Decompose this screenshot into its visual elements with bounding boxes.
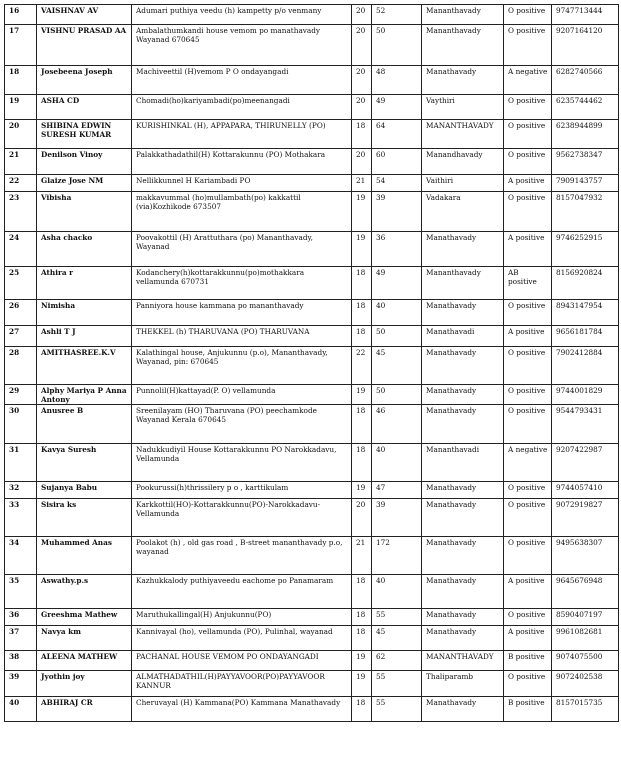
- donor-weight: 40: [372, 300, 422, 326]
- donor-name: Denilson Vinoy: [37, 149, 132, 175]
- donor-age: 20: [352, 25, 372, 66]
- row-number: 17: [5, 25, 37, 66]
- donor-weight: 50: [372, 326, 422, 347]
- donor-age: 18: [352, 120, 372, 149]
- donor-name: ALEENA MATHEW: [37, 651, 132, 671]
- donor-name: Asha chacko: [37, 232, 132, 267]
- donor-address: Pookurussi(h)thrissilery p o , karttikulam: [132, 482, 352, 499]
- blood-group: O positive: [504, 499, 552, 537]
- donor-name: Sisira ks: [37, 499, 132, 537]
- donor-name: Alphy Mariya P Anna Antony: [37, 385, 132, 405]
- table-row: [5, 537, 619, 575]
- phone-number: 9207164120: [552, 25, 619, 66]
- blood-group: B positive: [504, 651, 552, 671]
- donor-place: Mananthavady: [422, 25, 504, 66]
- blood-group: AB positive: [504, 267, 552, 300]
- donor-address: KURISHINKAL (H), APPAPARA, THIRUNELLY (PO): [132, 120, 352, 149]
- donor-age: 20: [352, 66, 372, 95]
- table-row: [5, 444, 619, 482]
- donor-weight: 64: [372, 120, 422, 149]
- blood-group: A negative: [504, 444, 552, 482]
- donor-weight: 39: [372, 192, 422, 232]
- donor-weight: 55: [372, 697, 422, 722]
- phone-number: 9656181784: [552, 326, 619, 347]
- row-number: 30: [5, 405, 37, 444]
- donor-place: Manathavady: [422, 697, 504, 722]
- donor-name: SHIBINA EDWIN SURESH KUMAR: [37, 120, 132, 149]
- blood-group: A positive: [504, 326, 552, 347]
- blood-group: A negative: [504, 66, 552, 95]
- donor-address: ALMATHADATHIL(H)PAYYAVOOR(PO)PAYYAVOOR KANNUR: [132, 671, 352, 697]
- donor-name: Nimisha: [37, 300, 132, 326]
- donor-name: VAISHNAV AV: [37, 5, 132, 25]
- phone-number: 9747713444: [552, 5, 619, 25]
- phone-number: 8156920824: [552, 267, 619, 300]
- donor-name: Ashli T J: [37, 326, 132, 347]
- blood-group: O positive: [504, 120, 552, 149]
- donor-place: Manathavady: [422, 66, 504, 95]
- donor-address: THEKKEL (h) THARUVANA (PO) THARUVANA: [132, 326, 352, 347]
- donor-address: Kannivayal (ho), vellamunda (PO), Pulinhal, wayanad: [132, 626, 352, 651]
- table-row: [5, 267, 619, 300]
- phone-number: 6235744462: [552, 95, 619, 120]
- blood-group: O positive: [504, 405, 552, 444]
- donor-name: ASHA CD: [37, 95, 132, 120]
- donor-address: Nadukkudiyil House Kottarakkunnu PO Narokkadavu, Vellamunda: [132, 444, 352, 482]
- phone-number: 8590407197: [552, 609, 619, 626]
- donor-place: Manathavady: [422, 499, 504, 537]
- donor-place: Thaliparamb: [422, 671, 504, 697]
- donor-address: Punnolil(H)kattayad(P. O) vellamunda: [132, 385, 352, 405]
- donor-age: 19: [352, 482, 372, 499]
- donor-age: 21: [352, 175, 372, 192]
- donor-weight: 55: [372, 671, 422, 697]
- donor-place: Manathavady: [422, 232, 504, 267]
- phone-number: 9495638307: [552, 537, 619, 575]
- donor-place: MANANTHAVADY: [422, 120, 504, 149]
- donor-weight: 49: [372, 95, 422, 120]
- row-number: 40: [5, 697, 37, 722]
- row-number: 16: [5, 5, 37, 25]
- phone-number: 8157047932: [552, 192, 619, 232]
- blood-group: A positive: [504, 232, 552, 267]
- donor-weight: 40: [372, 575, 422, 609]
- donor-age: 18: [352, 405, 372, 444]
- row-number: 25: [5, 267, 37, 300]
- donor-address: Kazhukkalody puthiyaveedu eachome po Panamaram: [132, 575, 352, 609]
- blood-group: O positive: [504, 347, 552, 385]
- phone-number: 9562738347: [552, 149, 619, 175]
- donor-weight: 39: [372, 499, 422, 537]
- donor-place: Manathavady: [422, 300, 504, 326]
- table-row: [5, 95, 619, 120]
- donor-address: Adumari puthiya veedu (h) kampetty p/o venmany: [132, 5, 352, 25]
- donor-address: Maruthukallingal(H) Anjukunnu(PO): [132, 609, 352, 626]
- donor-weight: 36: [372, 232, 422, 267]
- table-row: [5, 25, 619, 66]
- table-row: [5, 385, 619, 405]
- donor-weight: 47: [372, 482, 422, 499]
- donor-place: Manathavady: [422, 347, 504, 385]
- donor-weight: 45: [372, 347, 422, 385]
- row-number: 29: [5, 385, 37, 405]
- row-number: 34: [5, 537, 37, 575]
- donor-age: 19: [352, 651, 372, 671]
- phone-number: 8157015735: [552, 697, 619, 722]
- donor-weight: 52: [372, 5, 422, 25]
- blood-group: O positive: [504, 482, 552, 499]
- donor-age: 18: [352, 575, 372, 609]
- donor-address: Panniyora house kammana po mananthavady: [132, 300, 352, 326]
- phone-number: 6282740566: [552, 66, 619, 95]
- row-number: 28: [5, 347, 37, 385]
- blood-group: B positive: [504, 697, 552, 722]
- donor-name: Muhammed Anas: [37, 537, 132, 575]
- donor-weight: 48: [372, 66, 422, 95]
- row-number: 27: [5, 326, 37, 347]
- row-number: 22: [5, 175, 37, 192]
- donor-weight: 60: [372, 149, 422, 175]
- table-row: [5, 326, 619, 347]
- donor-weight: 172: [372, 537, 422, 575]
- blood-group: A positive: [504, 575, 552, 609]
- blood-group: O positive: [504, 385, 552, 405]
- donor-weight: 55: [372, 609, 422, 626]
- blood-group: O positive: [504, 192, 552, 232]
- phone-number: 9645676948: [552, 575, 619, 609]
- donor-name: Vibisha: [37, 192, 132, 232]
- donor-age: 19: [352, 232, 372, 267]
- row-number: 37: [5, 626, 37, 651]
- donor-address: Chomadi(ho)kariyambadi(po)meenangadi: [132, 95, 352, 120]
- phone-number: 9544793431: [552, 405, 619, 444]
- donor-age: 19: [352, 385, 372, 405]
- table-row: [5, 66, 619, 95]
- donor-name: Anusree B: [37, 405, 132, 444]
- donor-age: 18: [352, 326, 372, 347]
- donor-address: Ambalathumkandi house vemom po manathavady Wayanad 670645: [132, 25, 352, 66]
- donor-place: Manathavady: [422, 609, 504, 626]
- donor-place: Manathavady: [422, 575, 504, 609]
- donor-place: Vaythiri: [422, 95, 504, 120]
- donor-weight: 50: [372, 385, 422, 405]
- donor-age: 18: [352, 267, 372, 300]
- blood-group: O positive: [504, 149, 552, 175]
- donor-age: 18: [352, 444, 372, 482]
- donor-name: Glaize Jose NM: [37, 175, 132, 192]
- phone-number: 9074075500: [552, 651, 619, 671]
- row-number: 33: [5, 499, 37, 537]
- donor-address: Cheruvayal (H) Kammana(PO) Kammana Manathavady: [132, 697, 352, 722]
- donor-address: Kodanchery(h)kottarakkunnu(po)mothakkara vellamunda 670731: [132, 267, 352, 300]
- donor-name: Josebeena Joseph: [37, 66, 132, 95]
- donor-age: 22: [352, 347, 372, 385]
- donor-weight: 46: [372, 405, 422, 444]
- donor-place: Manathavady: [422, 626, 504, 651]
- donor-name: Navya km: [37, 626, 132, 651]
- donor-age: 18: [352, 300, 372, 326]
- phone-number: 9961082681: [552, 626, 619, 651]
- table-row: [5, 405, 619, 444]
- phone-number: 9072402538: [552, 671, 619, 697]
- donor-name: VISHNU PRASAD AA: [37, 25, 132, 66]
- donor-place: MANANTHAVADY: [422, 651, 504, 671]
- donor-weight: 45: [372, 626, 422, 651]
- row-number: 23: [5, 192, 37, 232]
- table-row: [5, 347, 619, 385]
- row-number: 32: [5, 482, 37, 499]
- donor-place: Manathavady: [422, 385, 504, 405]
- donor-weight: 62: [372, 651, 422, 671]
- donor-place: Mananthavadi: [422, 444, 504, 482]
- donor-name: Jyothin joy: [37, 671, 132, 697]
- donor-age: 20: [352, 95, 372, 120]
- table-body: [5, 5, 619, 722]
- row-number: 39: [5, 671, 37, 697]
- donor-age: 20: [352, 499, 372, 537]
- blood-group: A positive: [504, 626, 552, 651]
- blood-group: O positive: [504, 95, 552, 120]
- donor-weight: 40: [372, 444, 422, 482]
- donor-address: Poolakot (h) , old gas road , B-street mananthavady p.o, wayanad: [132, 537, 352, 575]
- table-row: [5, 626, 619, 651]
- table-row: [5, 232, 619, 267]
- phone-number: 8943147954: [552, 300, 619, 326]
- donor-age: 20: [352, 5, 372, 25]
- donor-place: Mananthavady: [422, 267, 504, 300]
- phone-number: 9746252915: [552, 232, 619, 267]
- phone-number: 6238944899: [552, 120, 619, 149]
- donor-name: Sujanya Babu: [37, 482, 132, 499]
- donor-address: makkavummal (ho)mullambath(po) kakkattil (via)Kozhikode 673507: [132, 192, 352, 232]
- donor-name: Greeshma Mathew: [37, 609, 132, 626]
- phone-number: 7909143757: [552, 175, 619, 192]
- donor-address: Poovakottil (H) Arattuthara (po) Mananthavady, Wayanad: [132, 232, 352, 267]
- donor-name: Aswathy.p.s: [37, 575, 132, 609]
- donor-address: Karkkottil(HO)-Kottarakkunnu(PO)-Narokkadavu-Vellamunda: [132, 499, 352, 537]
- donor-place: Mananthavady: [422, 5, 504, 25]
- donor-address: Machiveettil (H)vemom P O ondayangadi: [132, 66, 352, 95]
- phone-number: 9744057410: [552, 482, 619, 499]
- table-row: [5, 149, 619, 175]
- table-row: [5, 575, 619, 609]
- donor-place: Manathavady: [422, 482, 504, 499]
- donor-name: Athira r: [37, 267, 132, 300]
- row-number: 35: [5, 575, 37, 609]
- blood-group: A positive: [504, 175, 552, 192]
- phone-number: 7902412884: [552, 347, 619, 385]
- row-number: 31: [5, 444, 37, 482]
- donor-address: PACHANAL HOUSE VEMOM PO ONDAYANGADI: [132, 651, 352, 671]
- donor-address: Kalathingal house, Anjukunnu (p.o), Mananthavady, Wayanad, pin: 670645: [132, 347, 352, 385]
- table-row: [5, 192, 619, 232]
- blood-group: O positive: [504, 5, 552, 25]
- table-row: [5, 609, 619, 626]
- row-number: 38: [5, 651, 37, 671]
- row-number: 19: [5, 95, 37, 120]
- blood-group: O positive: [504, 609, 552, 626]
- table-row: [5, 482, 619, 499]
- row-number: 21: [5, 149, 37, 175]
- donor-name: ABHIRAJ CR: [37, 697, 132, 722]
- donor-place: Manandhavady: [422, 149, 504, 175]
- donor-weight: 50: [372, 25, 422, 66]
- phone-number: 9072919827: [552, 499, 619, 537]
- table-row: [5, 651, 619, 671]
- donor-place: Vaithiri: [422, 175, 504, 192]
- donor-age: 18: [352, 626, 372, 651]
- table-row: [5, 671, 619, 697]
- donor-place: Manathavady: [422, 537, 504, 575]
- row-number: 18: [5, 66, 37, 95]
- row-number: 36: [5, 609, 37, 626]
- row-number: 26: [5, 300, 37, 326]
- table-row: [5, 5, 619, 25]
- donor-place: Manathavady: [422, 405, 504, 444]
- donor-age: 20: [352, 149, 372, 175]
- donor-name: Kavya Suresh: [37, 444, 132, 482]
- donor-weight: 49: [372, 267, 422, 300]
- blood-group: O positive: [504, 537, 552, 575]
- donor-age: 19: [352, 671, 372, 697]
- blood-group: O positive: [504, 25, 552, 66]
- donor-address: Nellikkunnel H Kariambadi PO: [132, 175, 352, 192]
- donor-age: 21: [352, 537, 372, 575]
- donor-weight: 54: [372, 175, 422, 192]
- table-row: [5, 499, 619, 537]
- phone-number: 9207422987: [552, 444, 619, 482]
- table-row: [5, 697, 619, 722]
- phone-number: 9744001829: [552, 385, 619, 405]
- table-row: [5, 300, 619, 326]
- donor-place: Manathavadi: [422, 326, 504, 347]
- blood-group: O positive: [504, 300, 552, 326]
- donor-place: Vadakara: [422, 192, 504, 232]
- table-row: [5, 120, 619, 149]
- table-row: [5, 175, 619, 192]
- blood-group: O positive: [504, 671, 552, 697]
- donor-age: 18: [352, 697, 372, 722]
- row-number: 20: [5, 120, 37, 149]
- donor-table: [4, 4, 619, 722]
- row-number: 24: [5, 232, 37, 267]
- donor-age: 18: [352, 609, 372, 626]
- donor-address: Sreenilayam (HO) Tharuvana (PO) peechamkode Wayanad Kerala 670645: [132, 405, 352, 444]
- donor-address: Palakkathadathil(H) Kottarakunnu (PO) Mothakara: [132, 149, 352, 175]
- donor-age: 19: [352, 192, 372, 232]
- donor-name: AMITHASREE.K.V: [37, 347, 132, 385]
